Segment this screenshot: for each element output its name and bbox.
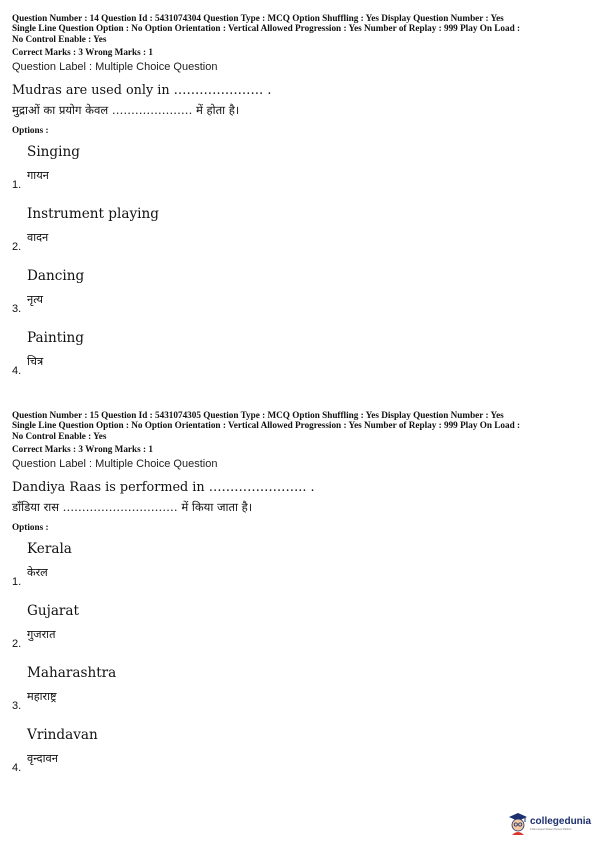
question-15 (12, 410, 584, 780)
question-label: Question Label : Multiple Choice Question (12, 457, 218, 470)
option-number: 2. (12, 637, 22, 650)
question-metadata (12, 13, 584, 44)
question-14 (12, 13, 584, 383)
options-heading: Options : (12, 521, 49, 532)
option-number: 3. (12, 302, 22, 315)
option-1[interactable] (12, 135, 584, 197)
option-text-english: Instrument playing (27, 205, 159, 222)
question-stem-english: Dandiya Raas is performed in ………………….. . (12, 479, 315, 495)
option-text-hindi: वादन (27, 230, 49, 244)
option-2[interactable] (12, 197, 584, 259)
option-text-hindi: वृन्दावन (27, 751, 58, 765)
option-text-english: Dancing (27, 267, 85, 284)
option-number: 2. (12, 240, 22, 253)
option-1[interactable] (12, 532, 584, 594)
marks-info: Correct Marks : 3 Wrong Marks : 1 (12, 444, 153, 455)
metadata-line: Question Number : 14 Question Id : 5431074304 Question Type : MCQ Option Shuffling : Yes Display Question Number : Yes (12, 13, 504, 23)
question-stem-english: Mudras are used only in ………………… . (12, 82, 272, 98)
collegedunia-logo (508, 812, 593, 836)
option-number: 1. (12, 575, 22, 588)
option-text-english: Kerala (27, 540, 72, 557)
option-3[interactable] (12, 656, 584, 718)
option-text-english: Gujarat (27, 602, 79, 619)
option-text-hindi: केरल (27, 565, 48, 579)
option-text-english: Maharashtra (27, 664, 117, 681)
metadata-line: No Control Enable : Yes (12, 33, 107, 44)
option-number: 4. (12, 761, 22, 774)
metadata-line: Single Line Question Option : No Option Orientation : Vertical Allowed Progression : Yes Number of Replay : 999 Play On Load : (12, 420, 521, 431)
option-4[interactable] (12, 718, 584, 780)
option-2[interactable] (12, 594, 584, 656)
graduate-mascot-icon (508, 812, 528, 836)
option-text-hindi: गुजरात (27, 627, 56, 641)
option-text-english: Vrindavan (27, 726, 98, 743)
option-4[interactable] (12, 321, 584, 383)
brand-tagline: India's largest Student Review Platform (530, 828, 572, 831)
option-text-hindi: महाराष्ट्र (27, 689, 57, 703)
option-number: 4. (12, 364, 22, 377)
question-stem-hindi: मुद्राओं का प्रयोग केवल ………………… में होता है। (12, 102, 240, 117)
option-3[interactable] (12, 259, 584, 321)
metadata-line: No Control Enable : Yes (12, 430, 107, 441)
option-number: 3. (12, 699, 22, 712)
question-label: Question Label : Multiple Choice Question (12, 60, 218, 73)
question-stem-hindi: डाँडिया रास ………………………… में किया जाता है। (12, 499, 253, 514)
metadata-line: Single Line Question Option : No Option Orientation : Vertical Allowed Progression : Yes Number of Replay : 999 Play On Load : (12, 23, 521, 34)
option-text-english: Painting (27, 329, 85, 346)
question-metadata (12, 410, 584, 441)
options-heading: Options : (12, 124, 49, 135)
option-number: 1. (12, 178, 22, 191)
metadata-line: Question Number : 15 Question Id : 5431074305 Question Type : MCQ Option Shuffling : Yes Display Question Number : Yes (12, 410, 504, 420)
option-text-hindi: चित्र (27, 354, 44, 368)
brand-name: collegedunia (530, 816, 592, 827)
option-text-hindi: गायन (27, 168, 49, 182)
option-text-english: Singing (27, 143, 80, 160)
option-text-hindi: नृत्य (27, 292, 43, 306)
marks-info: Correct Marks : 3 Wrong Marks : 1 (12, 47, 153, 58)
